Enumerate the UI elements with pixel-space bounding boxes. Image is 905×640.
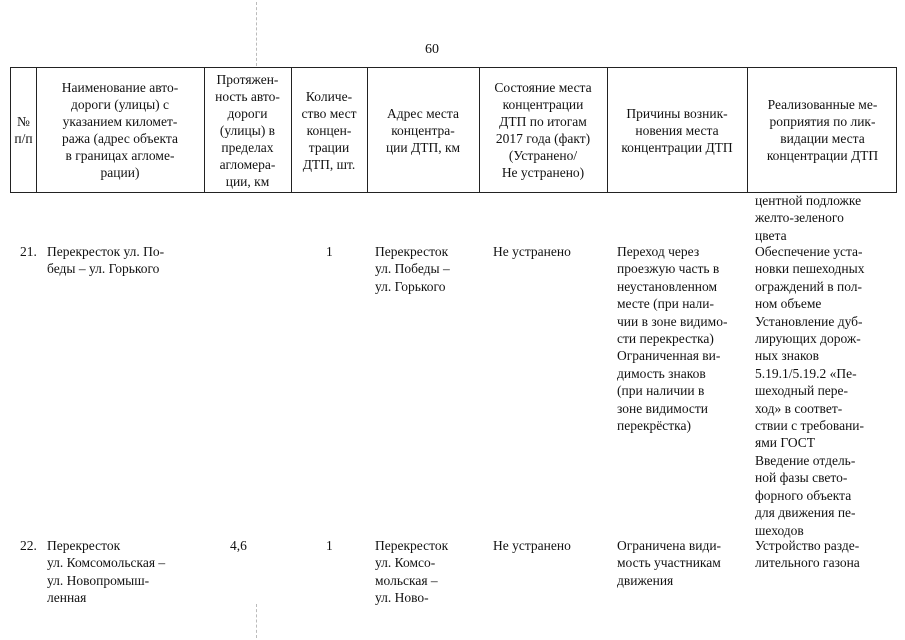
header-number: № п/п [14, 114, 33, 146]
reasons-text: Ограничена види- мость участникам движения [617, 538, 722, 588]
status-value: Не устранено [493, 244, 571, 259]
measures-text: Устройство разде- лительного газона [755, 538, 860, 571]
row-number: 22. [20, 538, 37, 553]
reasons-text: Переход через проезжую часть в неустановленном месте (при нали- чии в зоне видимо- сти перекрестка) Ограниченная ви- димость знаков (при наличии в зоне видимости перекрёстка) [617, 244, 728, 434]
header-status: Состояние места концентрации ДТП по итогам 2017 года (факт) (Устранено/ Не устранено) [494, 80, 592, 180]
measures-text: Обеспечение уста- новки пешеходных ограждений в пол- ном объеме Установление дуб- лирующих дорож- ных знаков 5.19.1/5.19.2 «Пе- шеходный пере- ход» в соответ- ствии с требовани- ями ГОСТ Введение отдель- ной фазы свето- форного объекта для движения пе- шеходов [755, 244, 865, 538]
concentration-address: Перекресток ул. Победы – ул. Горького [375, 244, 450, 294]
header-count: Количе- ство мест концен- трации ДТП, шт. [301, 88, 357, 172]
header-road-name: Наименование авто- дороги (улицы) с указанием километ- ража (адрес объекта в границах агломе- рации) [61, 80, 179, 180]
fold-mark [256, 2, 257, 66]
road-name: Перекресток ул. Комсомольская – ул. Новопромыш- ленная [47, 538, 166, 606]
carryover-text: центной подложке желто-зеленого цвета [755, 193, 862, 243]
concentration-address: Перекресток ул. Комсо- мольская – ул. Ново- [375, 538, 449, 606]
row-number: 21. [20, 244, 37, 259]
fold-mark [256, 604, 257, 638]
page-number: 60 [425, 42, 439, 57]
road-length: 4,6 [230, 538, 247, 553]
table-header [10, 67, 897, 193]
header-address: Адрес места концентра- ции ДТП, км [385, 105, 461, 155]
status-value: Не устранено [493, 538, 571, 553]
concentration-count: 1 [326, 538, 333, 553]
header-reasons: Причины возник- новения места концентрации ДТП [621, 105, 733, 155]
header-measures: Реализованные ме- роприятия по лик- видации места концентрации ДТП [766, 97, 879, 163]
concentration-count: 1 [326, 244, 333, 259]
road-name: Перекресток ул. По- беды – ул. Горького [47, 244, 165, 277]
header-length: Протяжен- ность авто- дороги (улицы) в пределах агломера- ции, км [215, 71, 280, 189]
